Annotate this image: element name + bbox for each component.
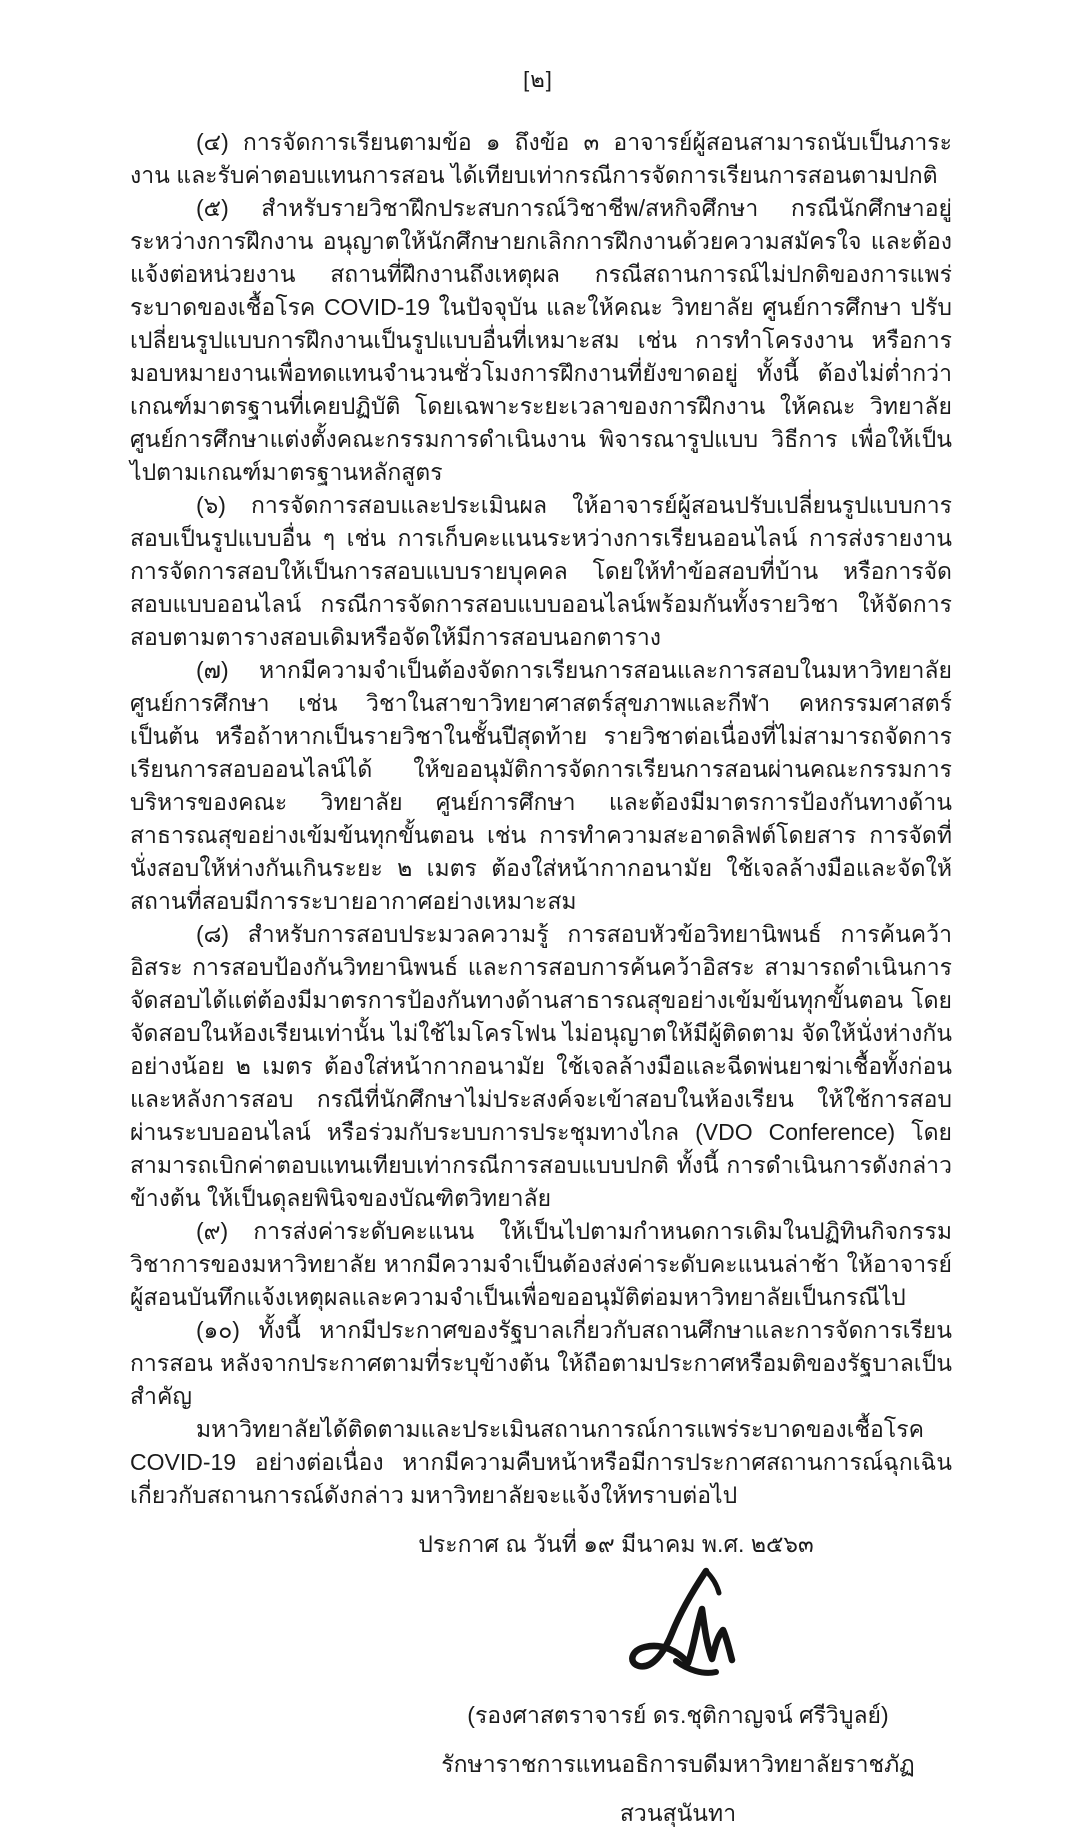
document-body <box>130 126 952 1838</box>
paragraph-5: (๕) สำหรับรายวิชาฝึกประสบการณ์วิชาชีพ/สหกิจศึกษา กรณีนักศึกษาอยู่ระหว่างการฝึกงาน อนุญาตให้นักศึกษายกเลิกการฝึกงานด้วยความสมัครใจ และต้องแจ้งต่อหน่วยงาน สถานที่ฝึกงานถึงเหตุผล กรณีสถานการณ์ไม่ปกติของการแพร่ระบาดของเชื้อโรค COVID-19 ในปัจจุบัน และให้คณะ วิทยาลัย ศูนย์การศึกษา ปรับเปลี่ยนรูปแบบการฝึกงานเป็นรูปแบบอื่นที่เหมาะสม เช่น การทำโครงงาน หรือการมอบหมายงานเพื่อทดแทนจำนวนชั่วโมงการฝึกงานที่ยังขาดอยู่ ทั้งนี้ ต้องไม่ต่ำกว่าเกณฑ์มาตรฐานที่เคยปฏิบัติ โดยเฉพาะระยะเวลาของการฝึกงาน ให้คณะ วิทยาลัย ศูนย์การศึกษาแต่งตั้งคณะกรรมการดำเนินงาน พิจารณารูปแบบ วิธีการ เพื่อให้เป็นไปตามเกณฑ์มาตรฐานหลักสูตร <box>130 195 952 485</box>
announcement-date-line: ประกาศ ณ วันที่ ๑๙ มีนาคม พ.ศ. ๒๕๖๓ <box>418 1531 814 1557</box>
paragraph-6: (๖) การจัดการสอบและประเมินผล ให้อาจารย์ผู้สอนปรับเปลี่ยนรูปแบบการสอบเป็นรูปแบบอื่น ๆ เช่น การเก็บคะแนนระหว่างการเรียนออนไลน์ การส่งรายงาน การจัดการสอบให้เป็นการสอบแบบรายบุคคล โดยให้ทำข้อสอบที่บ้าน หรือการจัดสอบแบบออนไลน์ กรณีการจัดการสอบแบบออนไลน์พร้อมกันทั้งรายวิชา ให้จัดการสอบตามตารางสอบเดิมหรือจัดให้มีการสอบนอกตาราง <box>130 492 952 650</box>
paragraph-10: (๑๐) ทั้งนี้ หากมีประกาศของรัฐบาลเกี่ยวกับสถานศึกษาและการจัดการเรียนการสอน หลังจากประกาศตามที่ระบุข้างต้น ให้ถือตามประกาศหรือมติของรัฐบาลเป็นสำคัญ <box>130 1317 952 1409</box>
paragraph-4: (๔) การจัดการเรียนตามข้อ ๑ ถึงข้อ ๓ อาจารย์ผู้สอนสามารถนับเป็นภาระงาน และรับค่าตอบแทนการสอน ได้เทียบเท่ากรณีการจัดการเรียนการสอนตามปกติ <box>130 129 952 188</box>
signatory-title: รักษาราชการแทนอธิการบดีมหาวิทยาลัยราชภัฏสวนสุนันทา <box>441 1751 915 1826</box>
paragraph-7: (๗) หากมีความจำเป็นต้องจัดการเรียนการสอนและการสอบในมหาวิทยาลัย ศูนย์การศึกษา เช่น วิชาในสาขาวิทยาศาสตร์สุขภาพและกีฬา คหกรรมศาสตร์ เป็นต้น หรือถ้าหากเป็นรายวิชาในชั้นปีสุดท้าย รายวิชาต่อเนื่องที่ไม่สามารถจัดการเรียนการสอบออนไลน์ได้ ให้ขออนุมัติการจัดการเรียนการสอนผ่านคณะกรรมการบริหารของคณะ วิทยาลัย ศูนย์การศึกษา และต้องมีมาตรการป้องกันทางด้านสาธารณสุขอย่างเข้มข้นทุกขั้นตอน เช่น การทำความสะอาดลิฟต์โดยสาร การจัดที่นั่งสอบให้ห่างกันเกินระยะ ๒ เมตร ต้องใส่หน้ากากอนามัย ใช้เจลล้างมือและจัดให้สถานที่สอบมีการระบายอากาศอย่างเหมาะสม <box>130 657 952 914</box>
page-number: [๒] <box>523 67 553 92</box>
closing-paragraph: มหาวิทยาลัยได้ติดตามและประเมินสถานการณ์การแพร่ระบาดของเชื้อโรค COVID-19 อย่างต่อเนื่อง หากมีความคืบหน้าหรือมีการประกาศสถานการณ์ฉุกเฉินเกี่ยวกับสถานการณ์ดังกล่าว มหาวิทยาลัยจะแจ้งให้ทราบต่อไป <box>130 1416 952 1508</box>
signatory-block <box>404 1691 952 1838</box>
paragraph-9: (๙) การส่งค่าระดับคะแนน ให้เป็นไปตามกำหนดการเดิมในปฏิทินกิจกรรมวิชาการของมหาวิทยาลัย หากมีความจำเป็นต้องส่งค่าระดับคะแนนล่าช้า ให้อาจารย์ผู้สอนบันทึกแจ้งเหตุผลและความจำเป็นเพื่อขออนุมัติต่อมหาวิทยาลัยเป็นกรณีไป <box>130 1218 952 1310</box>
handwritten-signature-icon <box>618 1567 758 1683</box>
signature-area <box>618 1567 758 1683</box>
signatory-name: (รองศาสตราจารย์ ดร.ชุติกาญจน์ ศรีวิบูลย์) <box>467 1702 889 1728</box>
paragraph-8: (๘) สำหรับการสอบประมวลความรู้ การสอบหัวข้อวิทยานิพนธ์ การค้นคว้าอิสระ การสอบป้องกันวิทยานิพนธ์ และการสอบการค้นคว้าอิสระ สามารถดำเนินการจัดสอบได้แต่ต้องมีมาตรการป้องกันทางด้านสาธารณสุขอย่างเข้มข้นทุกขั้นตอน โดยจัดสอบในห้องเรียนเท่านั้น ไม่ใช้ไมโครโฟน ไม่อนุญาตให้มีผู้ติดตาม จัดให้นั่งห่างกันอย่างน้อย ๒ เมตร ต้องใส่หน้ากากอนามัย ใช้เจลล้างมือและฉีดพ่นยาฆ่าเชื้อทั้งก่อนและหลังการสอบ กรณีที่นักศึกษาไม่ประสงค์จะเข้าสอบในห้องเรียน ให้ใช้การสอบผ่านระบบออนไลน์ หรือร่วมกับระบบการประชุมทางไกล (VDO Conference) โดยสามารถเบิกค่าตอบแทนเทียบเท่ากรณีการสอบแบบปกติ ทั้งนี้ การดำเนินการดังกล่าวข้างต้น ให้เป็นดุลยพินิจของบัณฑิตวิทยาลัย <box>130 921 952 1211</box>
